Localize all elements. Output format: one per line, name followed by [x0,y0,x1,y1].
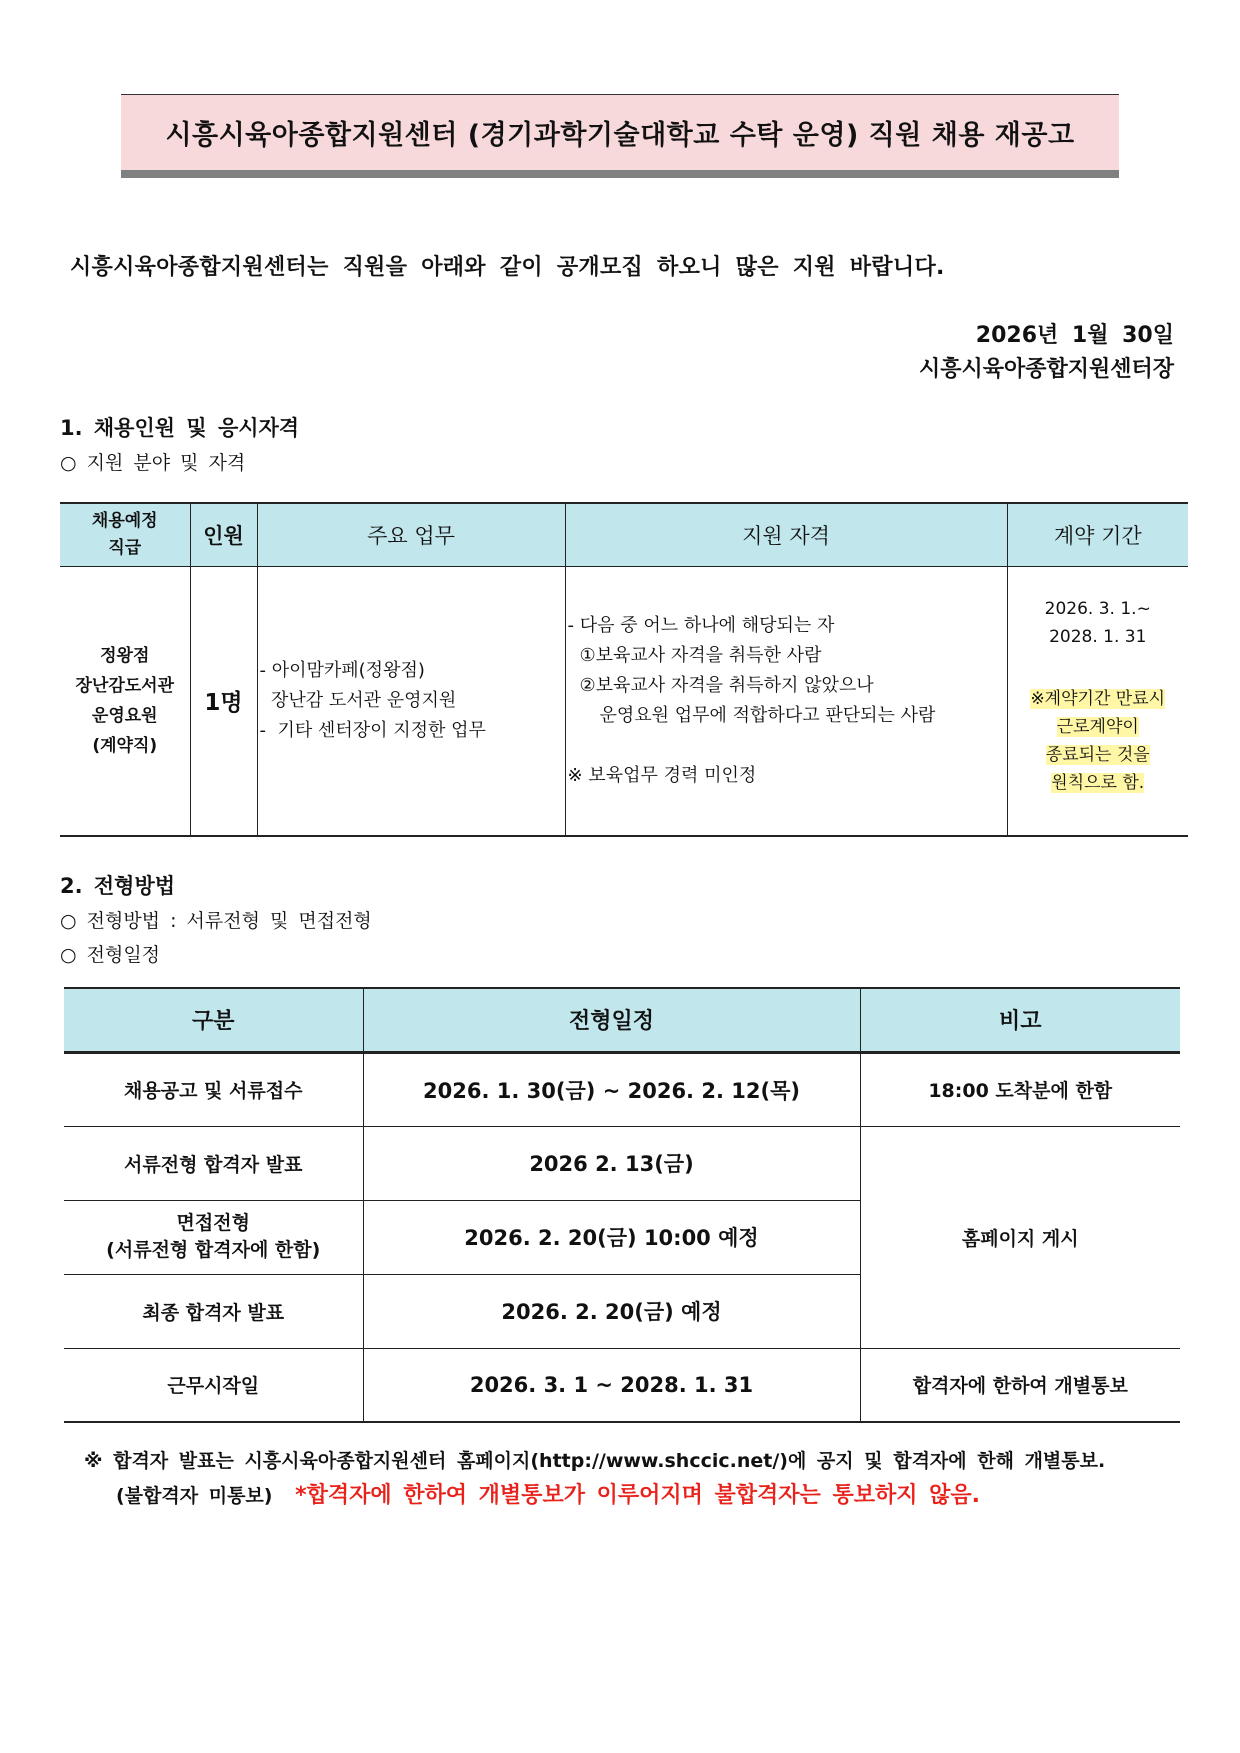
notice-date: 2026년 1월 30일 [975,323,1174,348]
header-category: 구분 [64,988,363,1052]
merged-note-cell: 홈페이지 게시 [860,1126,1180,1348]
section2-heading: 2. 전형방법 [60,874,176,898]
notice-sender: 시흥시육아종합지원센터장 [918,357,1174,382]
qualification-table-header [60,503,1188,566]
table-row: 최종 합격자 발표 2026. 2. 20(금) 예정 [64,1274,1180,1348]
header-count: 인원 [190,503,257,566]
section1-heading: 1. 채용인원 및 응시자격 [60,416,300,440]
red-warning-note: *합격자에 한하여 개별통보가 이루어지며 불합격자는 통보하지 않음. [295,1483,980,1508]
cell-position: 정왕점 장난감도서관 운영요원 (계약직) [60,566,190,836]
header-schedule: 전형일정 [363,988,860,1052]
section1-bullet: ○ 지원 분야 및 자격 [60,452,246,474]
schedule-table [64,987,1180,1423]
page-title: 시흥시육아종합지원센터 (경기과학기술대학교 수탁 운영) 직원 채용 재공고 [165,120,1075,151]
header-qualification: 지원 자격 [565,503,1007,566]
section2-bullet-method: ○ 전형방법 : 서류전형 및 면접전형 [60,910,372,932]
cell-count: 1명 [190,566,257,836]
header-duties: 주요 업무 [257,503,565,566]
announcement-note-2 [116,1478,980,1509]
announcement-note: ※ 합격자 발표는 시흥시육아종합지원센터 홈페이지(http://www.shccic.net/)에 공지 및 합격자에 한해 개별통보. [84,1450,1106,1472]
non-notification-note: (불합격자 미통보) [116,1485,273,1507]
header-note: 비고 [860,988,1180,1052]
title-banner [121,94,1119,178]
header-position: 채용예정 직급 [60,503,190,566]
cell-contract: 2026. 3. 1.~ 2028. 1. 31 ※계약기간 만료시 근로계약이 종료되는 것을 원칙으로 함. [1007,566,1188,836]
qualification-table [60,502,1188,837]
intro-text: 시흥시육아종합지원센터는 직원을 아래와 같이 공개모집 하오니 많은 지원 바랍니다. [70,255,945,280]
table-row: 서류전형 합격자 발표 2026 2. 13(금) 홈페이지 게시 [64,1126,1180,1200]
cell-duties: - 아이맘카페(정왕점) 장난감 도서관 운영지원 - 기타 센터장이 지정한 업무 [257,566,565,836]
table-row: 면접전형 (서류전형 합격자에 한함) 2026. 2. 20(금) 10:00 예정 [64,1200,1180,1274]
header-contract: 계약 기간 [1007,503,1188,566]
table-row: 채용공고 및 서류접수 2026. 1. 30(금) ~ 2026. 2. 12(목) 18:00 도착분에 한함 [64,1052,1180,1126]
table-row [60,566,1188,836]
cell-qualification: - 다음 중 어느 하나에 해당되는 자 ①보육교사 자격을 취득한 사람 ②보육교사 자격을 취득하지 않았으나 운영요원 업무에 적합하다고 판단되는 사람 ※ 보육업무 경력 미인정 [565,566,1007,836]
schedule-table-header [64,988,1180,1052]
section2-bullet-schedule: ○ 전형일정 [60,944,161,966]
table-row: 근무시작일 2026. 3. 1 ~ 2028. 1. 31 합격자에 한하여 개별통보 [64,1348,1180,1422]
